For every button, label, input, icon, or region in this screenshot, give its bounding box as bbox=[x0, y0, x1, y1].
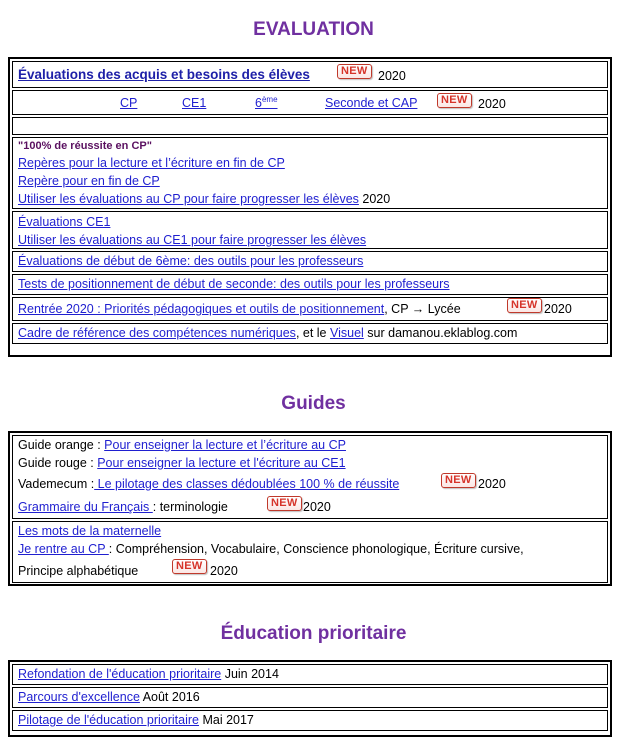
new-badge: NEW bbox=[267, 496, 302, 511]
link-mots-maternelle[interactable]: Les mots de la maternelle bbox=[18, 524, 162, 538]
link-evaluations-ce1[interactable]: Évaluations CE1 bbox=[18, 215, 111, 229]
link-utiliser-evaluations-ce1[interactable]: Utiliser les évaluations au CE1 pour faire progresser les élèves bbox=[18, 233, 367, 247]
link-rentree-2020[interactable]: Rentrée 2020 : Priorités pédagogiques et outils de positionnement bbox=[18, 302, 385, 316]
eval-row-empty bbox=[12, 117, 608, 135]
link-refondation[interactable]: Refondation de l'éducation prioritaire bbox=[18, 667, 222, 681]
year-text: 2020 bbox=[210, 564, 238, 578]
link-evaluations-6eme[interactable]: Évaluations de début de 6ème: des outils pour les professeurs bbox=[18, 254, 364, 268]
link-seconde-cap[interactable]: Seconde et CAP bbox=[325, 96, 418, 110]
link-tests-seconde[interactable]: Tests de positionnement de début de seconde: des outils pour les professeurs bbox=[18, 277, 450, 291]
guides-row-1: Guide orange : Pour enseigner la lecture et l’écriture au CP Guide rouge : Pour enseigner la lecture et l'écriture au CE1 Vademecum : Le pilotage des classes dédoublées 100 % de réussite NEW 2020 Grammaire du Français : terminologie NEW 2020 bbox=[12, 435, 608, 519]
year-text: 2020 bbox=[362, 192, 391, 206]
year-text: 2020 bbox=[303, 500, 331, 514]
year-text: 2020 bbox=[378, 69, 406, 83]
link-pilotage-prioritaire[interactable]: Pilotage de l'éducation prioritaire bbox=[18, 713, 199, 727]
prio-row-parcours: Parcours d'excellence Août 2016 bbox=[12, 687, 608, 708]
new-badge: NEW bbox=[172, 559, 207, 574]
link-grammaire-francais[interactable]: Grammaire du Français bbox=[18, 500, 153, 514]
link-vademecum[interactable]: Le pilotage des classes dédoublées 100 % de réussite bbox=[94, 477, 400, 491]
eval-row-sixieme bbox=[12, 251, 608, 272]
evaluation-table bbox=[8, 57, 612, 357]
new-badge: NEW bbox=[437, 93, 472, 108]
year-text: 2020 bbox=[478, 97, 506, 111]
link-evaluations-acquis[interactable]: Évaluations des acquis et besoins des élèves bbox=[18, 67, 310, 82]
cp-success-note: "100% de réussite en CP" bbox=[18, 140, 152, 152]
prioritaire-table bbox=[8, 660, 612, 737]
link-ce1[interactable]: CE1 bbox=[182, 96, 207, 110]
section-title-evaluation: EVALUATION bbox=[253, 19, 374, 40]
guides-row-2: Les mots de la maternelle Je rentre au CP : Compréhension, Vocabulaire, Conscience phonologique, Écriture cursive, Principe alphabétique NEW 2020 bbox=[12, 521, 608, 583]
link-sixieme[interactable]: 6ème bbox=[255, 95, 278, 111]
section-title-prioritaire: Éducation prioritaire bbox=[220, 623, 407, 644]
eval-row-ce1 bbox=[12, 211, 608, 249]
section-title-guides: Guides bbox=[281, 393, 346, 414]
link-repere-fin-cp[interactable]: Repère pour en fin de CP bbox=[18, 174, 160, 188]
year-text: 2020 bbox=[544, 302, 572, 316]
eval-row-cp bbox=[12, 137, 608, 209]
guides-table bbox=[8, 431, 612, 586]
new-badge: NEW bbox=[337, 64, 372, 79]
link-cp[interactable]: CP bbox=[120, 96, 138, 110]
link-cadre-reference[interactable]: Cadre de référence des compétences numériques bbox=[18, 326, 296, 340]
link-reperes-lecture[interactable]: Repères pour la lecture et l’écriture en fin de CP bbox=[18, 156, 285, 170]
link-guide-orange[interactable]: Pour enseigner la lecture et l’écriture au CP bbox=[104, 438, 346, 452]
eval-row-acquis bbox=[12, 61, 608, 88]
link-utiliser-evaluations-cp[interactable]: Utiliser les évaluations au CP pour faire progresser les élèves bbox=[18, 192, 359, 206]
prio-row-refondation: Refondation de l'éducation prioritaire Juin 2014 bbox=[12, 664, 608, 685]
link-visuel[interactable]: Visuel bbox=[329, 326, 364, 340]
link-parcours-excellence[interactable]: Parcours d'excellence bbox=[18, 690, 140, 704]
new-badge: NEW bbox=[507, 298, 542, 313]
prio-row-pilotage: Pilotage de l'éducation prioritaire Mai 2017 bbox=[12, 710, 608, 731]
eval-row-rentree: Rentrée 2020 : Priorités pédagogiques et outils de positionnement, CP → Lycée NEW 2020 bbox=[12, 297, 608, 321]
eval-row-levels bbox=[12, 90, 608, 115]
link-je-rentre-cp[interactable]: Je rentre au CP bbox=[18, 542, 109, 556]
link-guide-rouge[interactable]: Pour enseigner la lecture et l'écriture au CE1 bbox=[97, 456, 346, 470]
new-badge: NEW bbox=[441, 473, 476, 488]
eval-row-seconde bbox=[12, 274, 608, 295]
eval-row-numerique: Cadre de référence des compétences numériques, et le Visuel sur damanou.eklablog.com bbox=[12, 323, 608, 344]
principe-alphabetique-text: Principe alphabétique bbox=[18, 564, 139, 578]
year-text: 2020 bbox=[478, 477, 506, 491]
